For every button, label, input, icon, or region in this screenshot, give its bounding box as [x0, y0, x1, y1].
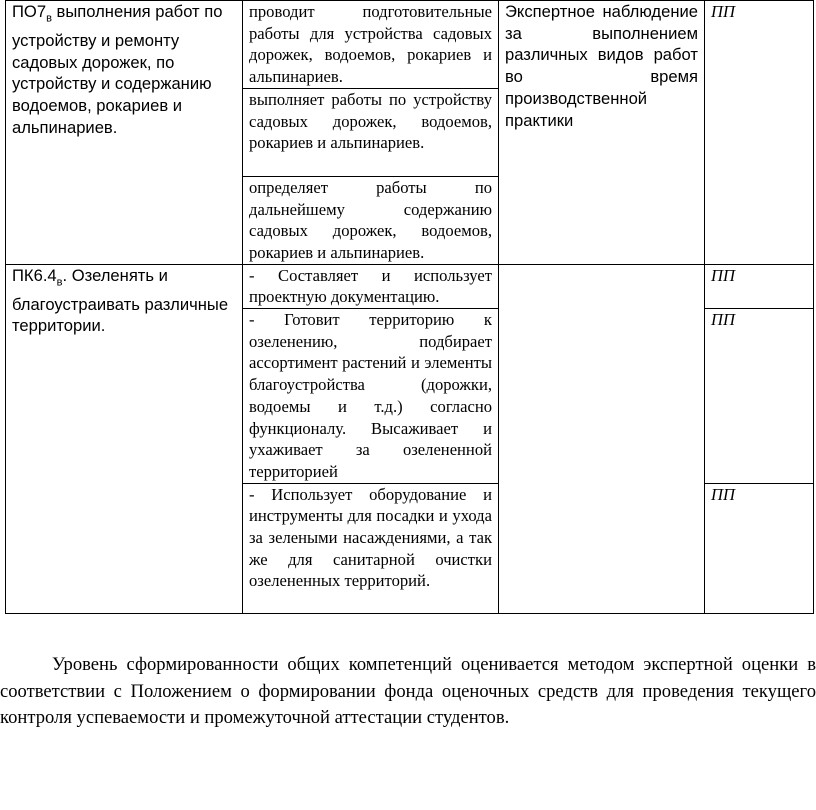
competency-cell — [6, 264, 243, 613]
competency-table — [5, 0, 814, 614]
competency-code: ПО7 — [12, 2, 47, 21]
competency-text: . Озеленять и благоустраивать различные территории. — [12, 265, 229, 336]
stage-cell: ПП — [705, 264, 814, 308]
indicator-cell: - Составляет и использует проектную документацию. — [243, 264, 499, 308]
method-cell: Экспертное наблюдение за выполнением различных видов работ во время производственной практики — [499, 1, 705, 265]
indicator-cell: - Использует оборудование и инструменты для посадки и ухода за зелеными насаждениями, а так же для санитарной очистки озелененных территорий. — [243, 483, 499, 613]
indicator-cell: определяет работы по дальнейшему содержанию садовых дорожек, водоемов, рокариев и альпинариев. — [243, 176, 499, 264]
assessment-paragraph: Уровень сформированности общих компетенций оценивается методом экспертной оценки в соответствии с Положением о формировании фонда оценочных средств для проведения текущего контроля успеваемости и промежуточной аттестации студентов. — [0, 654, 816, 728]
indicator-cell: - Готовит территорию к озеленению, подбирает ассортимент растений и элементы благоустройства (дорожки, водоемы и т.д.) согласно функционалу. Высаживает и ухаживает за озелененной территорией — [243, 309, 499, 484]
competency-code: ПК6.4 — [12, 265, 57, 285]
competency-sub: в — [46, 12, 52, 25]
competency-sub: в — [56, 275, 63, 288]
stage-cell: ПП — [705, 1, 814, 265]
competency-text: выполнения работ по устройству и ремонту садовых дорожек, по устройству и содержанию водоемов, рокариев и альпинариев. — [12, 2, 223, 137]
stage-cell: ПП — [705, 309, 814, 484]
method-cell — [499, 264, 705, 613]
assessment-paragraph-block — [0, 652, 816, 732]
indicator-cell: выполняет работы по устройству садовых дорожек, водоемов, рокариев и альпинариев. — [243, 88, 499, 176]
stage-cell: ПП — [705, 483, 814, 613]
indicator-cell: проводит подготовительные работы для устройства садовых дорожек, водоемов, рокариев и альпинариев. — [243, 1, 499, 89]
competency-cell — [6, 1, 243, 265]
